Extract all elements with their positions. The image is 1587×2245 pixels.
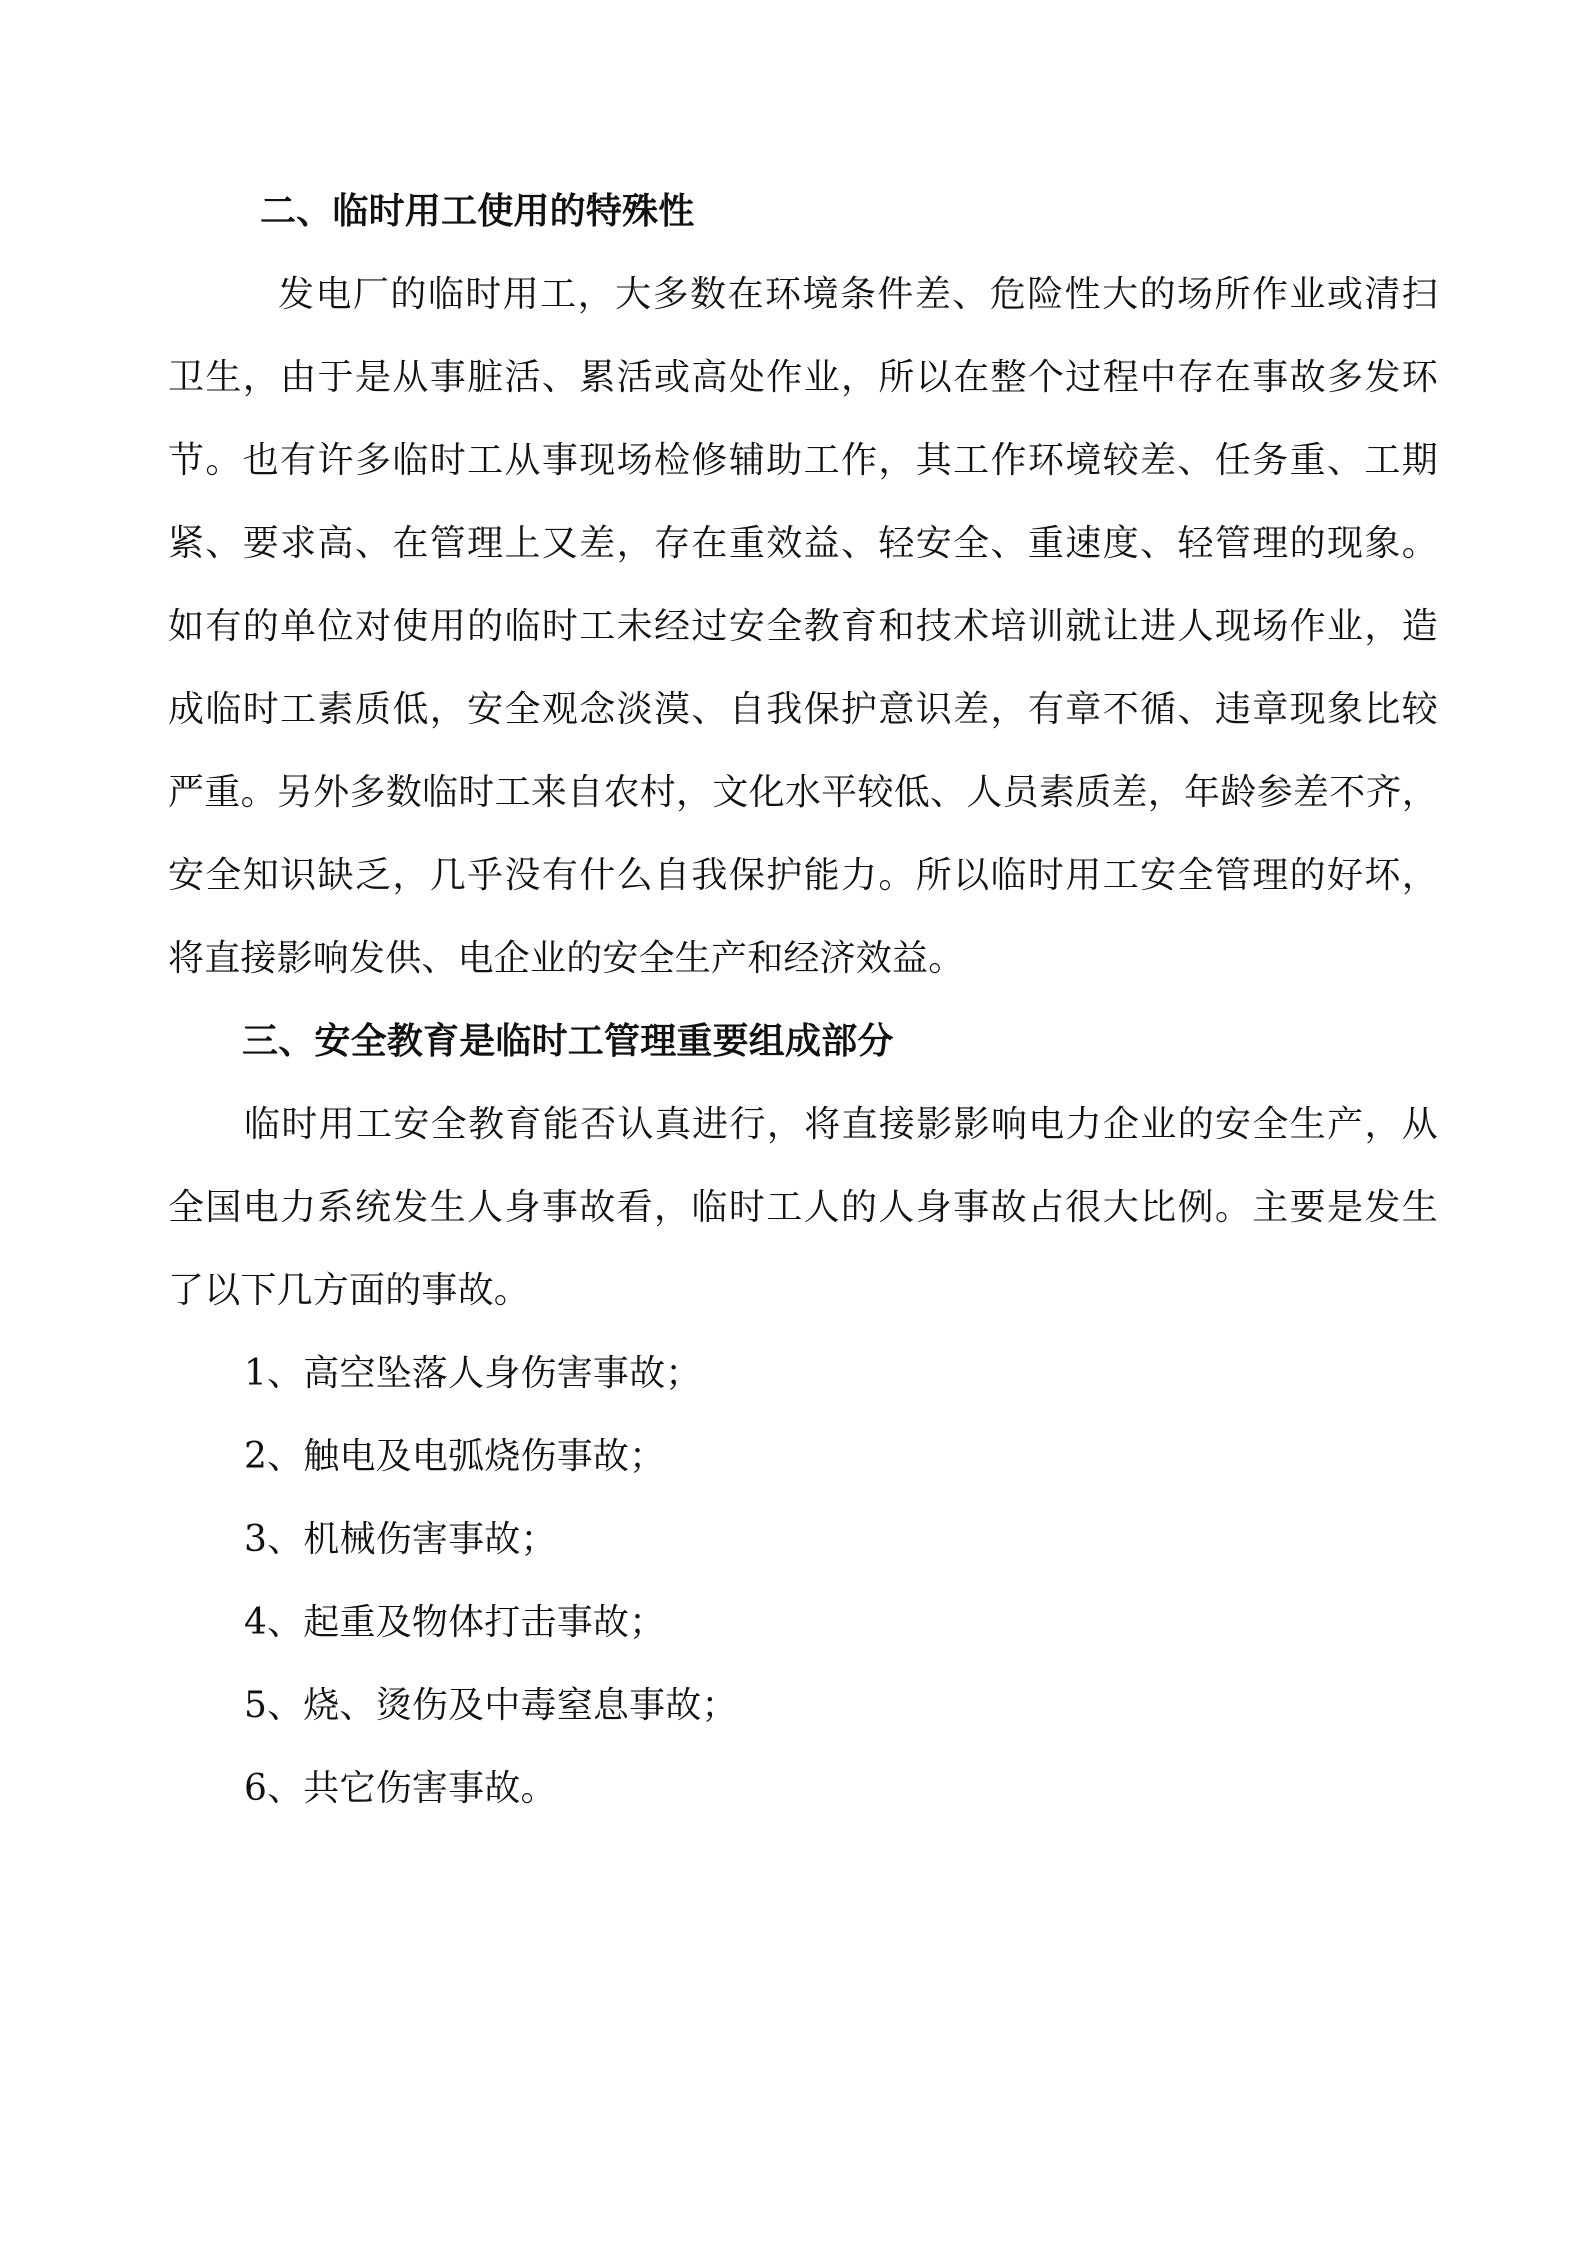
section-2-paragraph-line: 如有的单位对使用的临时工未经过安全教育和技术培训就让进人现场作业，造 — [168, 606, 1438, 647]
list-item-accident-1: 1、高空坠落人身伤害事故； — [244, 1353, 702, 1394]
section-3-heading: 三、安全教育是临时工管理重要组成部分 — [242, 1020, 894, 1062]
list-item-accident-2: 2、触电及电弧烧伤事故； — [244, 1436, 666, 1477]
section-3-paragraph-line: 全国电力系统发生人身事故看，临时工人的人身事故占很大比例。主要是发生 — [168, 1187, 1438, 1228]
list-item-accident-3: 3、机械伤害事故； — [244, 1519, 557, 1560]
section-2-paragraph-line: 严重。另外多数临时工来自农村，文化水平较低、人员素质差，年龄参差不齐， — [168, 772, 1438, 813]
section-2-paragraph-line: 节。也有许多临时工从事现场检修辅助工作，其工作环境较差、任务重、工期 — [168, 440, 1438, 481]
list-item-accident-4: 4、起重及物体打击事故； — [244, 1602, 666, 1643]
section-2-paragraph-line: 将直接影响发供、电企业的安全生产和经济效益。 — [168, 938, 965, 979]
list-item-accident-5: 5、烧、烫伤及中毒窒息事故； — [244, 1685, 738, 1726]
section-2-paragraph-line: 紧、要求高、在管理上又差，存在重效益、轻安全、重速度、轻管理的现象。 — [168, 523, 1438, 564]
document-body — [168, 170, 1438, 1830]
section-2-paragraph-line: 发电厂的临时用工，大多数在环境条件差、危险性大的场所作业或清扫 — [278, 274, 1438, 315]
section-3-paragraph-line: 临时用工安全教育能否认真进行，将直接影影响电力企业的安全生产，从 — [244, 1104, 1438, 1145]
section-2-paragraph-line: 安全知识缺乏，几乎没有什么自我保护能力。所以临时用工安全管理的好坏， — [168, 855, 1438, 896]
section-2-paragraph-line: 成临时工素质低，安全观念淡漠、自我保护意识差，有章不循、违章现象比较 — [168, 689, 1438, 730]
section-2-paragraph-line: 卫生，由于是从事脏活、累活或高处作业，所以在整个过程中存在事故多发环 — [168, 357, 1438, 398]
list-item-accident-6: 6、共它伤害事故。 — [244, 1768, 557, 1809]
section-3-paragraph-line: 了以下几方面的事故。 — [168, 1270, 531, 1311]
section-2-heading: 二、临时用工使用的特殊性 — [260, 190, 695, 232]
